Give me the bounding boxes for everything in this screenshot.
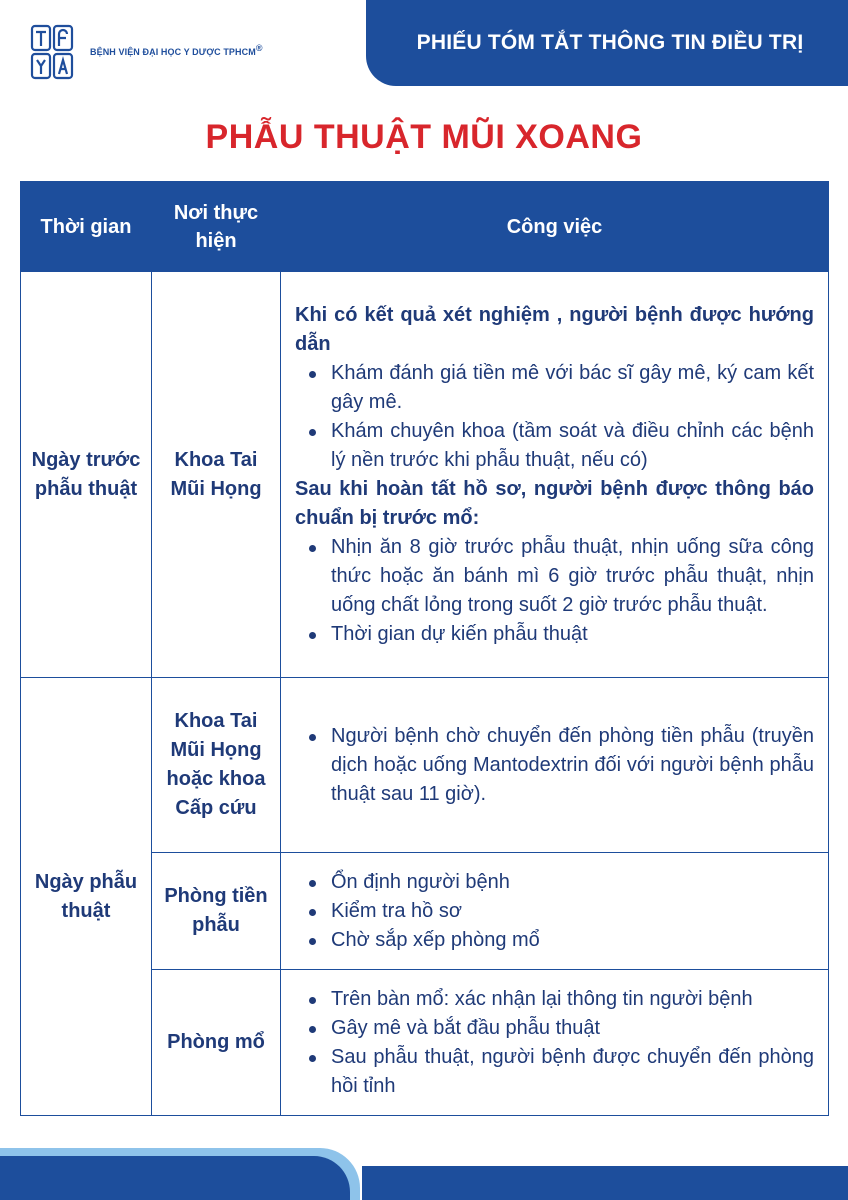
cell-place: Khoa Tai Mũi Họng hoặc khoa Cấp cứu (152, 678, 281, 853)
instruction-list (295, 533, 814, 649)
cell-work (281, 853, 829, 970)
hospital-logo-mark-icon (30, 24, 88, 82)
list-item: Trên bàn mổ: xác nhận lại thông tin người bệnh (331, 985, 814, 1014)
cell-time: Ngày phẫu thuật (21, 678, 152, 1116)
cell-place: Phòng tiền phẫu (152, 853, 281, 970)
instruction-list (295, 868, 814, 955)
instruction-list (295, 359, 814, 475)
header-time: Thời gian (21, 182, 152, 272)
list-item: Ổn định người bệnh (331, 868, 814, 897)
cell-place: Khoa Tai Mũi Họng (152, 272, 281, 678)
hospital-name: BỆNH VIỆN ĐẠI HỌC Y DƯỢC TPHCM® (90, 43, 263, 57)
list-item: Chờ sắp xếp phòng mổ (331, 926, 814, 955)
cell-work (281, 678, 829, 853)
banner-title: PHIẾU TÓM TẮT THÔNG TIN ĐIỀU TRỊ (416, 31, 804, 54)
list-item: Kiểm tra hồ sơ (331, 897, 814, 926)
table-row (21, 678, 829, 853)
instruction-list (295, 722, 814, 809)
list-item: Khám đánh giá tiền mê với bác sĩ gây mê, ký cam kết gây mê. (331, 359, 814, 417)
list-item: Người bệnh chờ chuyển đến phòng tiền phẫu (truyền dịch hoặc uống Mantodextrin đối với người bệnh phẫu thuật sau 11 giờ). (331, 722, 814, 809)
list-item: Khám chuyên khoa (tầm soát và điều chỉnh các bệnh lý nền trước khi phẫu thuật, nếu có) (331, 417, 814, 475)
cell-place: Phòng mổ (152, 970, 281, 1116)
list-item: Nhịn ăn 8 giờ trước phẫu thuật, nhịn uống sữa công thức hoặc ăn bánh mì 6 giờ trước phẫu thuật, nhịn uống chất lỏng trong suốt 2 giờ trước phẫu thuật. (331, 533, 814, 620)
hospital-logo (30, 24, 300, 82)
header-work: Công việc (281, 182, 829, 272)
instruction-heading: Khi có kết quả xét nghiệm , người bệnh được hướng dẫn (295, 303, 814, 355)
footer-bar (362, 1166, 848, 1200)
instruction-list (295, 985, 814, 1101)
list-item: Sau phẫu thuật, người bệnh được chuyển đến phòng hồi tỉnh (331, 1043, 814, 1101)
cell-work (281, 970, 829, 1116)
page-title: PHẪU THUẬT MŨI XOANG (205, 118, 643, 156)
cell-work (281, 272, 829, 678)
cell-time: Ngày trước phẫu thuật (21, 272, 152, 678)
table-header-row (21, 182, 829, 272)
instruction-heading: Sau khi hoàn tất hồ sơ, người bệnh được thông báo chuẩn bị trước mổ: (295, 477, 814, 529)
header-place: Nơi thực hiện (152, 182, 281, 272)
footer-decoration (0, 1156, 350, 1200)
table-row (21, 272, 829, 678)
list-item: Thời gian dự kiến phẫu thuật (331, 620, 814, 649)
header-banner (366, 0, 848, 86)
list-item: Gây mê và bắt đầu phẫu thuật (331, 1014, 814, 1043)
treatment-table (20, 181, 829, 1116)
